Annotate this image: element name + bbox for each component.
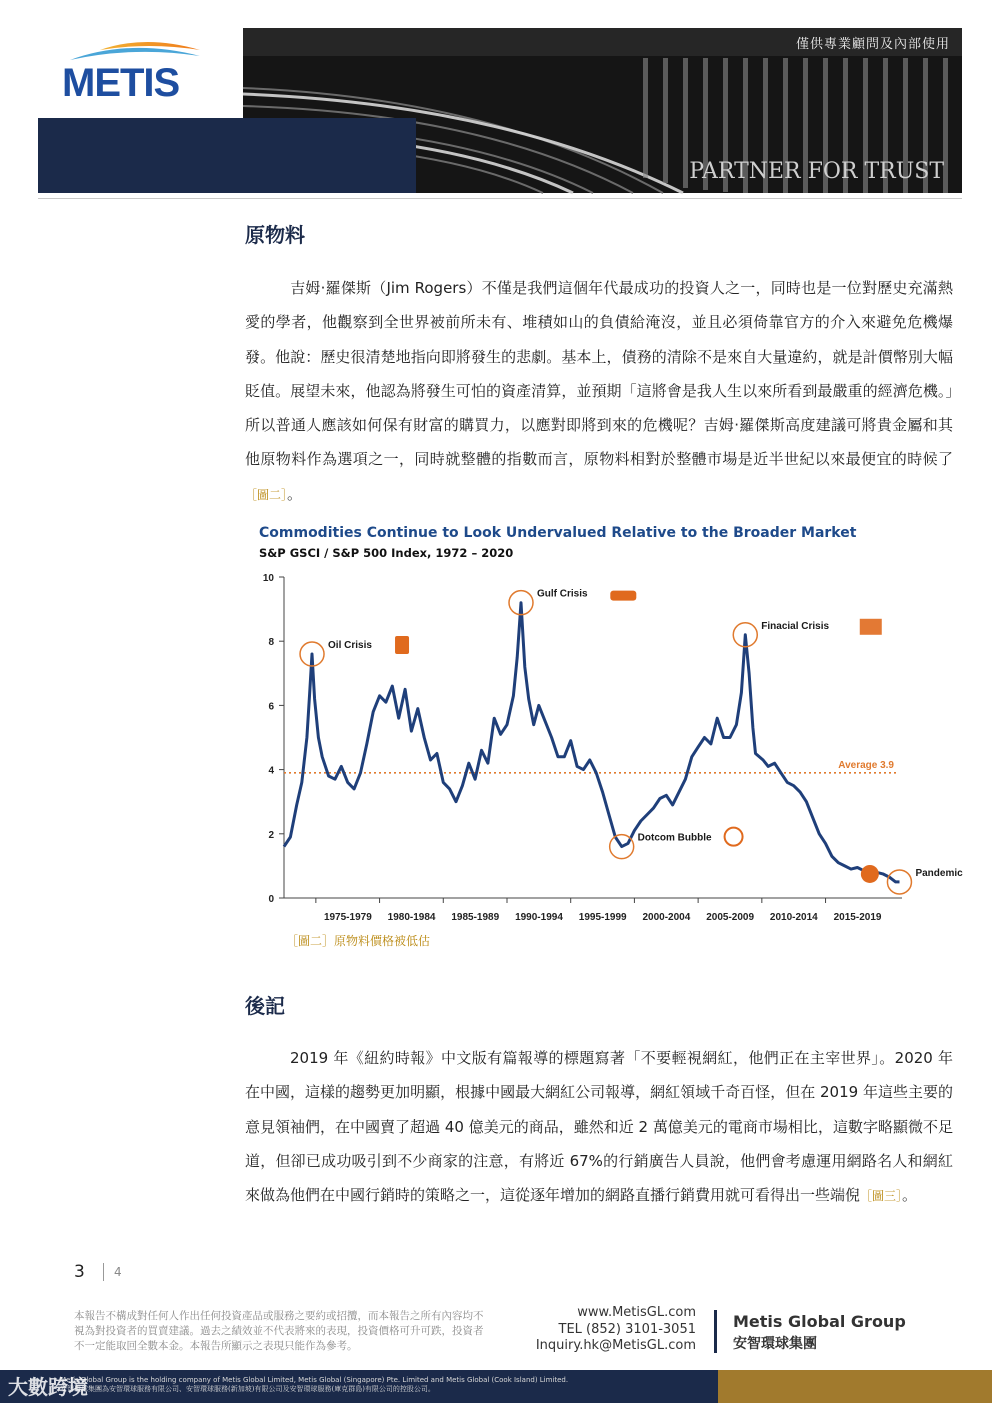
- globe-icon: [725, 828, 743, 846]
- x-tick-label: 2005-2009: [706, 912, 755, 923]
- x-tick-label: 2000-2004: [642, 912, 691, 923]
- paragraph-end: 。: [287, 484, 303, 503]
- email-link[interactable]: Inquiry.hk@MetisGL.com: [535, 1338, 696, 1353]
- average-label: Average 3.9: [838, 759, 894, 771]
- x-tick-label: 2015-2019: [833, 912, 882, 923]
- annotation-label: Oil Crisis: [328, 640, 372, 652]
- footer-band-gold: [718, 1370, 992, 1403]
- section-heading-commodities: 原物料: [245, 223, 305, 247]
- watermark-text: 大數跨境: [8, 1375, 88, 1399]
- commodities-chart: [252, 565, 963, 930]
- y-tick-label: 4: [268, 765, 274, 777]
- section-heading-afterword: 後記: [245, 994, 285, 1018]
- legal-line-zh: 安智環球集團為安智環球服務有限公司、安智環球服務(新加坡)有限公司及安智環球服務(庫克群島)有限公司的控股公司。: [60, 1385, 435, 1393]
- afterword-paragraph: [245, 1041, 953, 1213]
- page-total: 4: [114, 1265, 122, 1279]
- oil-barrel-icon: [395, 636, 409, 654]
- page-number: 3: [74, 1262, 85, 1282]
- x-tick-label: 1990-1994: [515, 912, 563, 923]
- annotation-label: Finacial Crisis: [761, 620, 830, 632]
- metis-logo: [60, 38, 210, 105]
- navy-header-block: [38, 118, 416, 193]
- page-separator: [103, 1263, 104, 1281]
- x-tick-label: 2010-2014: [769, 912, 818, 923]
- y-tick-label: 8: [268, 637, 274, 649]
- tagline: PARTNER FOR TRUST: [689, 159, 944, 184]
- y-tick-label: 2: [268, 829, 274, 841]
- commodities-text: 吉姆·羅傑斯（Jim Rogers）不僅是我們這個年代最成功的投資人之一，同時也是一位對歷史充滿熱愛的學者，他觀察到全世界被前所未有、堆積如山的負債給淹沒，並且必須倚靠官方的介入來避免危機爆發。他說：歷史很清楚地指向即將發生的悲劇。基本上，債務的清除不是來自大量違約，就是計價幣別大幅貶值。展望未來，他認為將發生可怕的資產清算，並預期「這將會是我人生以來所看到最嚴重的經濟危機。」所以普通人應該如何保有財富的購買力，以應對即將到來的危機呢？吉姆·羅傑斯高度建議可將貴金屬和其他原物料作為選項之一，同時就整體的指數而言，原物料相對於整體市場是近半世紀以來最便宜的時候了: [245, 279, 953, 469]
- y-tick-label: 0: [268, 894, 274, 905]
- website-link[interactable]: www.MetisGL.com: [577, 1305, 696, 1320]
- footer-legal-text: [60, 1376, 568, 1394]
- y-tick-label: 10: [262, 573, 274, 584]
- disclaimer-text: 本報告不構成對任何人作出任何投資產品或服務之要約或招攬，而本報告之所有內容均不視為對投資者的買賣建議。過去之績效並不代表將來的表現，投資價格可升可跌，投資者不一定能取回全數本金。本報告所顯示之表現只能作為參考。: [74, 1310, 484, 1352]
- series-line: [284, 603, 900, 882]
- figure-2-caption: ［圖二］原物料價格被低估: [286, 934, 431, 948]
- chart-title: Commodities Continue to Look Undervalued Relative to the Broader Market: [259, 525, 857, 541]
- banner-caption: 僅供專業顧問及內部使用: [795, 37, 950, 52]
- x-tick-label: 1980-1984: [387, 912, 436, 923]
- commodities-paragraph: [245, 271, 953, 512]
- annotation-label: Gulf Crisis: [537, 588, 588, 600]
- x-tick-label: 1975-1979: [323, 912, 372, 923]
- contact-block: [498, 1305, 696, 1355]
- logo-wordmark: METIS: [62, 61, 180, 105]
- y-tick-label: 6: [268, 701, 274, 713]
- group-name-en: Metis Global Group: [733, 1312, 906, 1331]
- annotation-label: Dotcom Bubble: [637, 832, 712, 844]
- legal-line-en: Metis Global Group is the holding company of Metis Global Limited, Metis Global (Singapore) Pte. Limited and Metis Global (Cook Island) Limited.: [60, 1376, 569, 1384]
- annotation-label: Pandemic: [915, 867, 963, 879]
- figure-2-reference: ［圖二］: [245, 487, 288, 502]
- group-name-zh: 安智環球集團: [733, 1336, 817, 1352]
- bar-chart-dollar-icon: [860, 619, 882, 635]
- paragraph-end: 。: [902, 1186, 918, 1205]
- chart-subtitle: S&P GSCI / S&P 500 Index, 1972 – 2020: [259, 546, 514, 560]
- x-tick-label: 1985-1989: [451, 912, 500, 923]
- header-divider: [38, 198, 962, 199]
- afterword-text: 2019 年《紐約時報》中文版有篇報導的標題寫著「不要輕視網紅，他們正在主宰世界」。2020 年在中國，這樣的趨勢更加明顯，根據中國最大網紅公司報導，網紅領域千奇百怪，但在 2019 年這些主要的意見領袖們，在中國賣了超過 40 億美元的商品，雖然和近 2 萬億美元的電商市場相比，這數字略顯微不足道，但卻已成功吸引到不少商家的注意，有將近 67%的行銷廣告人員說，他們會考慮運用網路名人和網紅來做為他們在中國行銷時的策略之一，這從逐年增加的網路直播行銷費用就可看得出一些端倪: [245, 1049, 953, 1205]
- figure-3-reference: ［圖三］: [860, 1189, 903, 1204]
- telephone: TEL (852) 3101-3051: [558, 1321, 696, 1337]
- contact-divider: [714, 1310, 717, 1353]
- x-tick-label: 1995-1999: [578, 912, 627, 923]
- virus-icon: [861, 865, 879, 883]
- tank-icon: [610, 591, 636, 601]
